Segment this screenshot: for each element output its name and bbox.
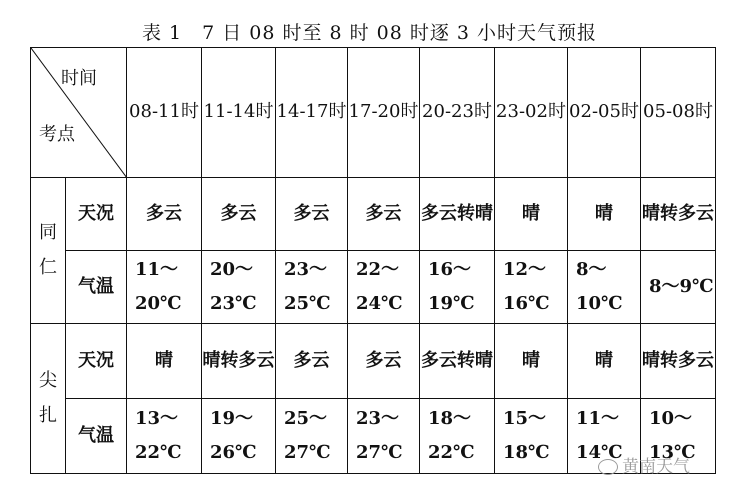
temperature-cell: 18～22℃ — [420, 399, 495, 474]
condition-cell: 晴转多云 — [202, 324, 276, 399]
period-header: 02-05时 — [568, 48, 641, 178]
temperature-cell: 8～10℃ — [568, 251, 641, 324]
period-header: 11-14时 — [202, 48, 276, 178]
period-header: 17-20时 — [348, 48, 420, 178]
period-header: 08-11时 — [127, 48, 202, 178]
condition-cell: 多云 — [348, 324, 420, 399]
condition-cell: 晴 — [495, 324, 568, 399]
condition-label: 天况 — [66, 324, 127, 399]
condition-cell: 晴转多云 — [641, 324, 716, 399]
condition-cell: 多云 — [276, 178, 348, 251]
condition-cell: 晴 — [568, 324, 641, 399]
condition-cell: 多云转晴 — [420, 324, 495, 399]
temperature-cell: 19～26℃ — [202, 399, 276, 474]
watermark-text: 黄南天气 — [622, 457, 690, 477]
condition-cell: 晴 — [568, 178, 641, 251]
table-row — [31, 251, 716, 324]
period-header: 05-08时 — [641, 48, 716, 178]
temperature-cell: 13～22℃ — [127, 399, 202, 474]
corner-cell — [31, 48, 127, 178]
table-row — [31, 178, 716, 251]
condition-cell: 晴转多云 — [641, 178, 716, 251]
condition-cell: 多云转晴 — [420, 178, 495, 251]
table-caption: 表 1 7 日 08 时至 8 时 08 时逐 3 小时天气预报 — [141, 22, 598, 44]
temperature-cell: 20～23℃ — [202, 251, 276, 324]
temperature-cell: 8～9℃ — [641, 251, 716, 324]
city-name: 同仁 — [31, 178, 66, 324]
condition-cell: 多云 — [348, 178, 420, 251]
condition-cell: 晴 — [495, 178, 568, 251]
period-header: 23-02时 — [495, 48, 568, 178]
temperature-cell: 25～27℃ — [276, 399, 348, 474]
temperature-cell: 11～14℃ — [568, 399, 641, 474]
corner-location-label: 考点 — [39, 124, 75, 145]
condition-cell: 多云 — [276, 324, 348, 399]
forecast-table — [30, 47, 716, 474]
condition-label: 天况 — [66, 178, 127, 251]
temperature-cell: 23～27℃ — [348, 399, 420, 474]
temperature-cell: 22～24℃ — [348, 251, 420, 324]
temperature-cell: 16～19℃ — [420, 251, 495, 324]
watermark — [598, 452, 690, 477]
temperature-cell: 23～25℃ — [276, 251, 348, 324]
header-row — [31, 48, 716, 178]
condition-cell: 多云 — [202, 178, 276, 251]
temperature-cell: 10～13℃ — [641, 399, 716, 474]
temperature-cell: 12～16℃ — [495, 251, 568, 324]
table-row — [31, 324, 716, 399]
city-name: 尖扎 — [31, 324, 66, 474]
condition-cell: 晴 — [127, 324, 202, 399]
temperature-cell: 15～18℃ — [495, 399, 568, 474]
chat-bubble-icon — [598, 459, 618, 475]
temperature-label: 气温 — [66, 251, 127, 324]
period-header: 20-23时 — [420, 48, 495, 178]
period-header: 14-17时 — [276, 48, 348, 178]
condition-cell: 多云 — [127, 178, 202, 251]
temperature-label: 气温 — [66, 399, 127, 474]
corner-time-label: 时间 — [61, 68, 97, 89]
temperature-cell: 11～20℃ — [127, 251, 202, 324]
